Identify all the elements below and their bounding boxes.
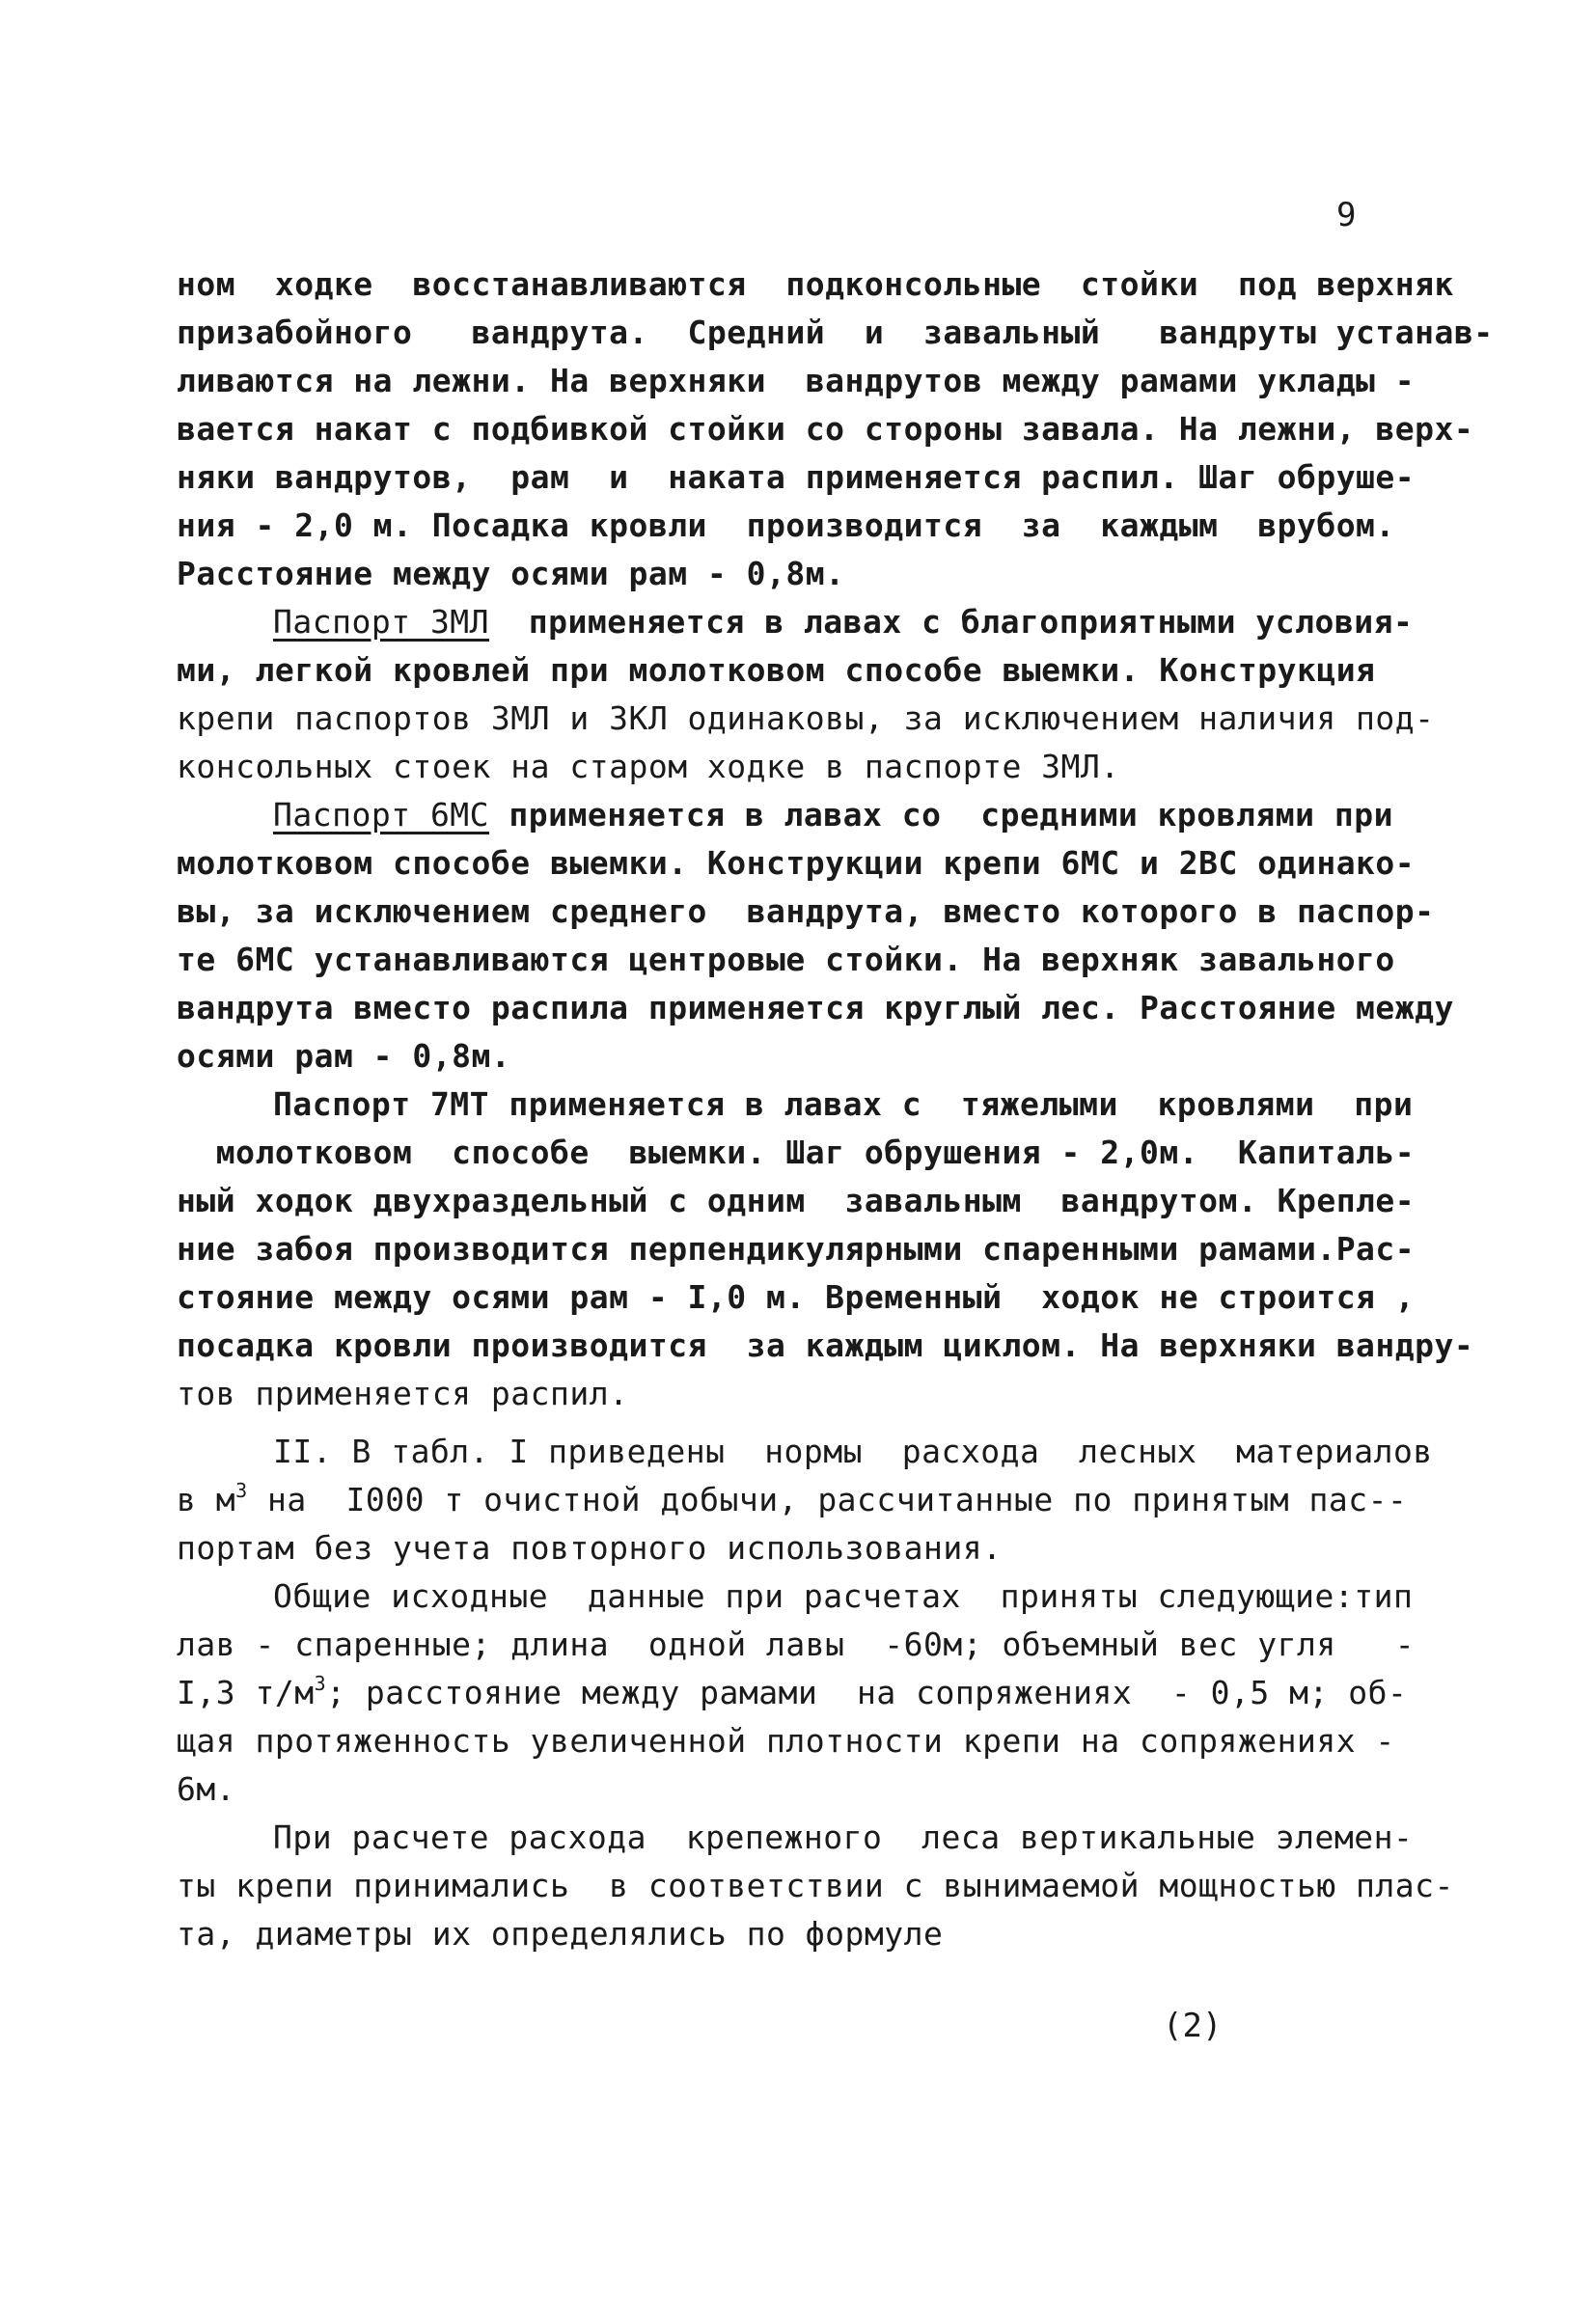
page-number: 9 — [1336, 196, 1357, 234]
paragraph-line: ном ходке восстанавливаются подконсольные стойки под верхняк — [177, 265, 1454, 303]
paragraph-line: II. В табл. I приведены нормы расхода лесных материалов — [273, 1433, 1433, 1470]
paragraph-first-line — [177, 598, 1460, 646]
footer-mark: (2) — [1163, 2007, 1223, 2045]
paragraph-line: няки вандрутов, рам и наката применяется распил. Шаг обруше- — [177, 458, 1416, 496]
paragraph-text: применяется в лавах со средними кровлями при — [489, 796, 1393, 834]
passport-title: Паспорт 6МС — [273, 796, 490, 834]
paragraph-line: щая протяженность увеличенной плотности крепи на сопряжениях - — [177, 1722, 1395, 1760]
passport-title: Паспорт 3МЛ — [273, 603, 490, 641]
paragraph-line: ние забоя производится перпендикулярными спаренными рамами.Рас- — [177, 1230, 1416, 1268]
paragraph-line: те 6МС устанавливаются центровые стойки. На верхняк завального — [177, 941, 1395, 978]
paragraph-line: та, диаметры их определялись по формуле — [177, 1915, 944, 1953]
paragraph-line: лав - спаренные; длина одной лавы -60м; объемный вес угля - — [177, 1626, 1416, 1663]
paragraph-line: I,3 $т/м^3$; расстояние между рамами на сопряжениях - 0,5 м; об- — [177, 1672, 1408, 1711]
paragraph-line: Расстояние между осями рам - 0,8м. — [177, 555, 845, 592]
paragraph-line: вается накат с подбивкой стойки со стороны завала. На лежни, верх- — [177, 410, 1474, 448]
paragraph-line: Паспорт 7МТ применяется в лавах с тяжелыми кровлями при — [273, 1085, 1414, 1123]
paragraph-line: ливаются на лежни. На верхняки вандрутов между рамами уклады - — [177, 362, 1416, 399]
paragraph-line: Общие исходные данные при расчетах приняты следующие:тип — [273, 1577, 1414, 1615]
paragraph-line: стояние между осями рам - I,0 м. Временный ходок не строится , — [177, 1278, 1416, 1316]
paragraph-text: применяется в лавах с благоприятными условия- — [489, 603, 1414, 641]
body-text — [177, 260, 1494, 1958]
paragraph-line: осями рам - 0,8м. — [177, 1037, 511, 1075]
paragraph-line: консольных стоек на старом ходке в паспорте 3МЛ. — [177, 748, 1120, 785]
paragraph-line: молотковом способе выемки. Шаг обрушения - 2,0м. Капиталь- — [177, 1134, 1416, 1171]
paragraph-line: ния - 2,0 м. Посадка кровли производится за каждым врубом. — [177, 506, 1395, 544]
paragraph-line: посадка кровли производится за каждым циклом. На верхняки вандру- — [177, 1326, 1474, 1364]
paragraph-line: вандрута вместо распила применяется круглый лес. Расстояние между — [177, 989, 1454, 1026]
paragraph-line: призабойного вандрута. Средний и завальный вандруты устанав- — [177, 314, 1494, 351]
paragraph-line: молотковом способе выемки. Конструкции крепи 6МС и 2ВС одинако- — [177, 844, 1416, 882]
paragraph-line: 6м. — [177, 1770, 236, 1808]
paragraph-line: портам без учета повторного использования. — [177, 1529, 1003, 1567]
paragraph-line: вы, за исключением среднего вандрута, вместо которого в паспор- — [177, 892, 1435, 930]
paragraph-line: тов применяется распил. — [177, 1375, 629, 1412]
paragraph-line: ный ходок двухраздельный с одним завальным вандрутом. Крепле- — [177, 1182, 1416, 1219]
paragraph-line: крепи паспортов 3МЛ и 3КЛ одинаковы, за исключением наличия под- — [177, 699, 1435, 737]
paragraph-line: в $м^3$ на I000 т очистной добычи, рассчитанные по принятым пас-- — [177, 1479, 1408, 1518]
paragraph-first-line — [177, 791, 1460, 839]
paragraph-line: ми, легкой кровлей при молотковом способе выемки. Конструкция — [177, 651, 1376, 689]
paragraph-line: При расчете расхода крепежного леса вертикальные элемен- — [273, 1818, 1414, 1856]
paragraph-line: ты крепи принимались в соответствии с вынимаемой мощностью плас- — [177, 1867, 1454, 1904]
